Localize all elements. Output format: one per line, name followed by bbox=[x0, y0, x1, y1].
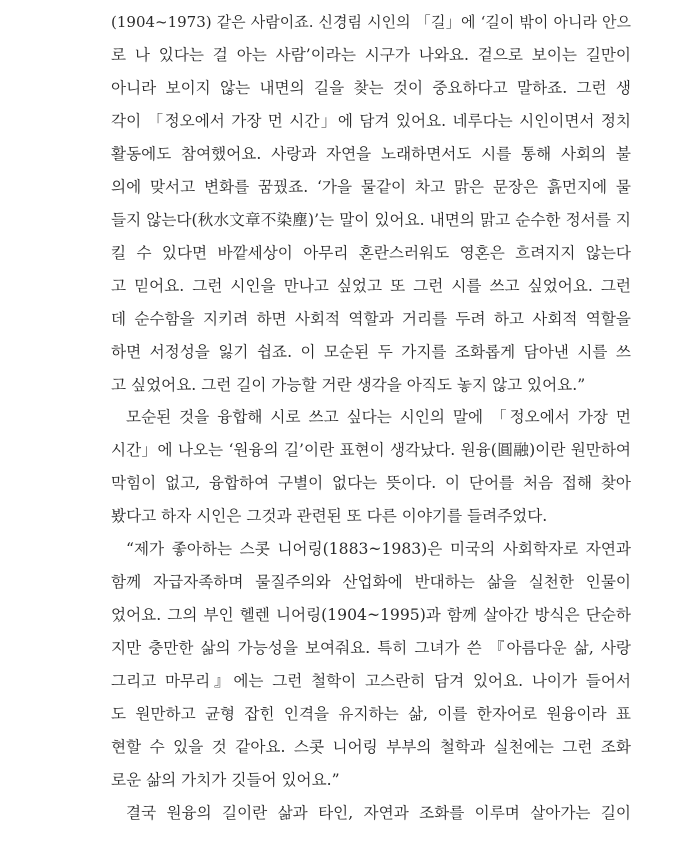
text-line: 각이 「정오에서 가장 먼 시간」에 담겨 있어요. 네루다는 시인이면서 정치 bbox=[111, 111, 631, 130]
text-line: 아니라 보이지 않는 내면의 길을 찾는 것이 중요하다고 말하죠. 그런 생 bbox=[111, 78, 631, 97]
text-line: 그리고 마무리』에는 그런 철학이 고스란히 담겨 있어요. 나이가 들어서 bbox=[111, 672, 631, 690]
text-line: 지만 충만한 삶의 가능성을 보여줘요. 특히 그녀가 쓴 『아름다운 삶, 사랑 bbox=[111, 639, 631, 658]
text-line: 의에 맞서고 변화를 꿈꿨죠. ‘가을 물같이 차고 맑은 문장은 흙먼지에 물 bbox=[111, 177, 631, 196]
text-line: 하면 서정성을 잃기 쉽죠. 이 모순된 두 가지를 조화롭게 담아낸 시를 쓰 bbox=[111, 342, 631, 361]
text-line: 시간」에 나오는 ‘원융의 길’이란 표현이 생각났다. 원융(圓融)이란 원만하여 bbox=[111, 441, 631, 460]
text-line: 막힘이 없고, 융합하여 구별이 없다는 뜻이다. 이 단어를 처음 접해 찾아 bbox=[111, 474, 631, 493]
text-line: 결국 원융의 길이란 삶과 타인, 자연과 조화를 이루며 살아가는 길이 bbox=[126, 803, 631, 822]
text-line: 들지 않는다(秋水文章不染塵)’는 말이 있어요. 내면의 맑고 순수한 정서를 지 bbox=[111, 210, 631, 229]
text-line: 활동에도 참여했어요. 사랑과 자연을 노래하면서도 시를 통해 사회의 불 bbox=[111, 144, 631, 163]
text-line: 데 순수함을 지키려 하면 사회적 역할과 거리를 두려 하고 사회적 역할을 bbox=[111, 309, 631, 328]
text-line: 함께 자급자족하며 물질주의와 산업화에 반대하는 삶을 실천한 인물이 bbox=[111, 573, 631, 592]
text-line: 모순된 것을 융합해 시로 쓰고 싶다는 시인의 말에 「정오에서 가장 먼 bbox=[126, 408, 631, 427]
text-line: 로 나 있다는 걸 아는 사람’이라는 시구가 나와요. 겉으로 보이는 길만이 bbox=[111, 46, 631, 64]
text-line: 로운 삶의 가치가 깃들어 있어요.” bbox=[111, 770, 340, 789]
text-line: 봤다고 하자 시인은 그것과 관련된 또 다른 이야기를 들려주었다. bbox=[111, 507, 548, 526]
text-line: 킬 수 있다면 바깥세상이 아무리 혼란스러워도 영혼은 흐려지지 않는다 bbox=[111, 243, 631, 262]
text-line: (1904~1973) 같은 사람이죠. 신경림 시인의 「길」에 ‘길이 밖이 아니라 안으 bbox=[111, 13, 631, 31]
text-line: 현할 수 있을 것 같아요. 스콧 니어링 부부의 철학과 실천에는 그런 조화 bbox=[111, 737, 631, 756]
text-line: “제가 좋아하는 스콧 니어링(1883~1983)은 미국의 사회학자로 자연과 bbox=[126, 540, 631, 559]
text-line: 고 믿어요. 그런 시인을 만나고 싶었고 또 그런 시를 쓰고 싶었어요. 그런 bbox=[111, 276, 631, 295]
text-line: 도 원만하고 균형 잡힌 인격을 유지하는 삶, 이를 한자어로 원융이라 표 bbox=[111, 705, 631, 723]
text-line: 고 싶었어요. 그런 길이 가능할 거란 생각을 아직도 놓지 않고 있어요.” bbox=[111, 375, 586, 394]
text-line: 었어요. 그의 부인 헬렌 니어링(1904~1995)과 함께 살아간 방식은 단순하 bbox=[111, 606, 631, 625]
